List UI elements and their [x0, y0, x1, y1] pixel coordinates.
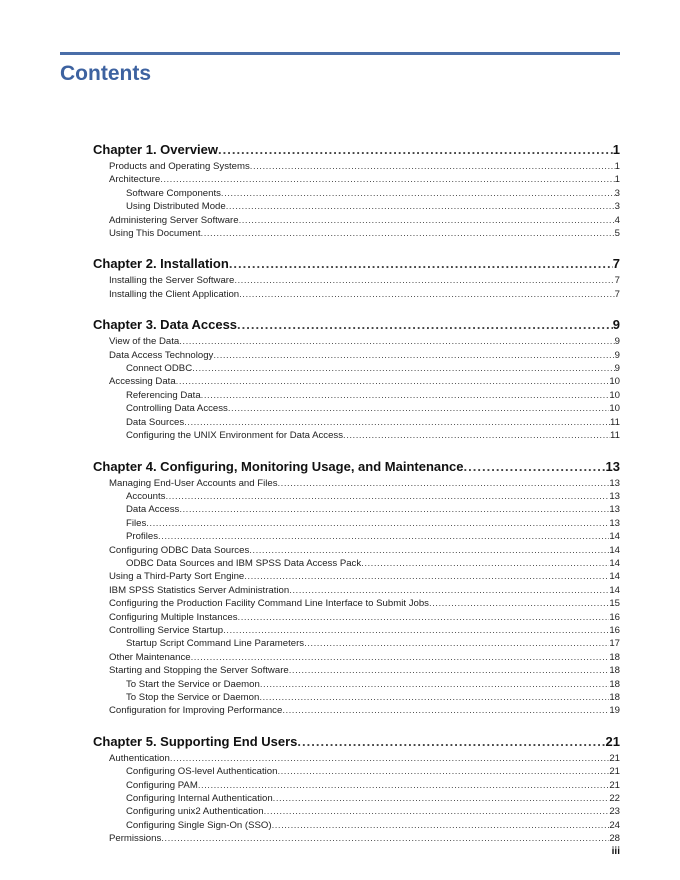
toc-entry-label: Using a Third-Party Sort Engine [109, 571, 245, 583]
toc-entry-link[interactable] [93, 624, 620, 637]
toc-entry-label: Files [126, 517, 147, 529]
toc-entry-link[interactable] [93, 691, 620, 704]
toc-entry-link[interactable] [93, 637, 620, 650]
toc-page-number: 10 [609, 403, 620, 415]
toc-entry-link[interactable] [93, 584, 620, 597]
toc-entry-label: Authentication [109, 752, 170, 764]
toc-entry-link[interactable] [93, 704, 620, 717]
toc-entry-label: Data Access [126, 504, 180, 516]
toc-entry-link[interactable] [93, 490, 620, 503]
toc-page-number: 13 [609, 517, 620, 529]
dot-leader [343, 429, 610, 442]
toc-entry-link[interactable] [93, 530, 620, 543]
toc-entry-link[interactable] [93, 187, 620, 200]
toc-entry-link[interactable] [93, 651, 620, 664]
toc-entry-link[interactable] [93, 274, 620, 287]
toc-page-number: 15 [609, 598, 620, 610]
toc-entry-link[interactable] [93, 416, 620, 429]
toc-page-number: 24 [609, 819, 620, 831]
toc-page-number: 13 [609, 477, 620, 489]
dot-leader [223, 624, 609, 637]
dot-leader [237, 315, 613, 334]
toc-page-number: 13 [605, 458, 620, 474]
toc-entry-label: Configuring PAM [126, 779, 198, 791]
toc-page-number: 14 [609, 544, 620, 556]
toc-entry-label: Configuring Internal Authentication [126, 793, 273, 805]
dot-leader [234, 274, 614, 287]
toc-entry-link[interactable] [93, 792, 620, 805]
toc-page-number: 21 [609, 779, 620, 791]
toc-entry-label: Configuring the UNIX Environment for Data Access [126, 430, 344, 442]
toc-page-number: 3 [614, 187, 620, 199]
toc-page-number: 9 [612, 317, 620, 333]
toc-page-number: 13 [609, 490, 620, 502]
dot-leader [273, 792, 610, 805]
dot-leader [249, 544, 609, 557]
toc-page-number: 18 [609, 678, 620, 690]
toc-entry-label: Configuring Single Sign-On (SSO) [126, 819, 272, 831]
dot-leader [278, 477, 610, 490]
dot-leader [184, 416, 610, 429]
toc-entry-link[interactable] [93, 389, 620, 402]
page-title: Contents [60, 62, 151, 85]
toc-entry-label: Referencing Data [126, 389, 201, 401]
toc-page-number: 18 [609, 651, 620, 663]
dot-leader [304, 637, 609, 650]
toc-entry-link[interactable] [93, 200, 620, 213]
dot-leader [226, 200, 615, 213]
toc-page-number: 22 [609, 793, 620, 805]
toc-page-number: 10 [609, 389, 620, 401]
toc-page-number: 3 [614, 201, 620, 213]
page-number: iii [611, 846, 620, 857]
dot-leader [160, 173, 614, 186]
toc-entry-label: Accounts [126, 490, 166, 502]
toc-page-number: 16 [609, 624, 620, 636]
toc-entry-label: IBM SPSS Statistics Server Administration [109, 584, 290, 596]
dot-leader [201, 389, 610, 402]
toc-entry-label: Configuring unix2 Authentication [126, 806, 264, 818]
toc-entry-link[interactable] [93, 375, 620, 388]
toc-entry-label: Data Access Technology [109, 349, 214, 361]
dot-leader [289, 664, 610, 677]
dot-leader [250, 160, 615, 173]
toc-entry-link[interactable] [93, 477, 620, 490]
dot-leader [213, 349, 614, 362]
toc-entry-label: Chapter 2. Installation [93, 256, 229, 272]
dot-leader [179, 335, 614, 348]
dot-leader [229, 254, 613, 273]
toc-page-number: 1 [612, 142, 620, 157]
dot-leader [239, 288, 615, 301]
dot-leader [264, 805, 610, 818]
toc-entry-label: Using Distributed Mode [126, 201, 226, 213]
toc-entry-label: Administering Server Software [109, 214, 239, 226]
toc-page-number: 21 [609, 752, 620, 764]
dot-leader [260, 678, 609, 691]
dot-leader [201, 227, 615, 240]
toc-entry-label: Configuring ODBC Data Sources [109, 544, 250, 556]
toc-entry-label: Permissions [109, 833, 162, 845]
toc-entry-link[interactable] [93, 173, 620, 186]
toc-entry-label: Other Maintenance [109, 651, 191, 663]
toc-entry-label: View of the Data [109, 336, 180, 348]
dot-leader [221, 187, 615, 200]
toc-entry-link[interactable] [93, 611, 620, 624]
toc-entry-label: To Start the Service or Daemon [126, 678, 260, 690]
toc-entry-label: Configuring the Production Facility Command Line Interface to Submit Jobs [109, 598, 429, 610]
dot-leader [165, 490, 609, 503]
dot-leader [192, 362, 615, 375]
toc-entry-label: To Stop the Service or Daemon [126, 692, 260, 703]
toc-page-number: 7 [614, 275, 620, 287]
toc-entry-label: Connect ODBC [126, 363, 193, 375]
toc-entry-link[interactable] [93, 805, 620, 818]
toc-entry-link[interactable] [93, 335, 620, 348]
toc-entry-link[interactable] [93, 779, 620, 792]
dot-leader [289, 584, 609, 597]
toc-entry-link[interactable] [93, 429, 620, 442]
toc-entry-link[interactable] [93, 544, 620, 557]
dot-leader [464, 457, 606, 476]
dot-leader [361, 557, 609, 570]
toc-entry-link[interactable] [93, 664, 620, 677]
toc-page-number: 13 [609, 504, 620, 516]
dot-leader [429, 597, 609, 610]
toc-entry-label: Software Components [126, 187, 221, 199]
toc-entry-label: Chapter 1. Overview [93, 142, 218, 157]
toc-entry-label: Installing the Client Application [109, 288, 240, 300]
toc-chapter-link[interactable] [93, 254, 620, 273]
dot-leader [170, 752, 610, 765]
dot-leader [179, 503, 609, 516]
toc-chapter [93, 254, 620, 301]
toc-entry-label: Using This Document [109, 228, 201, 240]
toc-chapter-link[interactable] [93, 315, 620, 334]
toc-chapter [93, 315, 620, 442]
toc-entry-label: Configuration for Improving Performance [109, 705, 283, 717]
toc-page-number: 17 [609, 638, 620, 650]
toc-entry-label: Controlling Data Access [126, 403, 228, 415]
toc-page-number: 21 [609, 766, 620, 778]
toc-page-number: 1 [614, 161, 620, 172]
toc-page-number: 14 [609, 571, 620, 583]
toc-entry-link[interactable] [93, 678, 620, 691]
toc-page-number: 11 [610, 416, 620, 428]
toc-page-number: 10 [609, 376, 620, 388]
dot-leader [244, 570, 609, 583]
toc-page-number: 28 [609, 833, 620, 845]
toc-page-number: 11 [610, 430, 620, 442]
dot-leader [198, 779, 610, 792]
toc-page-number: 14 [609, 531, 620, 543]
toc-entry-link[interactable] [93, 819, 620, 832]
toc-entry-label: Starting and Stopping the Server Software [109, 665, 289, 677]
header-rule [60, 52, 620, 55]
dot-leader [176, 375, 610, 388]
toc-entry-link[interactable] [93, 517, 620, 530]
toc-entry-label: Products and Operating Systems [109, 161, 250, 172]
toc-page-number: 14 [609, 584, 620, 596]
toc-entry-link[interactable] [93, 557, 620, 570]
dot-leader [297, 732, 605, 751]
dot-leader [218, 140, 613, 159]
toc-entry-label: Configuring Multiple Instances [109, 611, 238, 623]
toc-entry-label: Profiles [126, 531, 158, 543]
toc-entry-label: Accessing Data [109, 376, 176, 388]
toc-entry-label: Configuring OS-level Authentication [126, 766, 278, 778]
toc-entry-link[interactable] [93, 160, 620, 173]
toc-entry-link[interactable] [93, 362, 620, 375]
toc-page-number: 18 [609, 665, 620, 677]
dot-leader [259, 691, 609, 704]
toc-chapter [93, 732, 620, 846]
dot-leader [282, 704, 609, 717]
dot-leader [239, 214, 615, 227]
dot-leader [158, 530, 609, 543]
toc-entry-label: Architecture [109, 174, 161, 186]
toc-entry-label: Chapter 3. Data Access [93, 317, 238, 333]
toc-entry-link[interactable] [93, 597, 620, 610]
toc-chapter-link[interactable] [93, 732, 620, 751]
toc-page-number: 23 [609, 806, 620, 818]
toc-entry-link[interactable] [93, 402, 620, 415]
toc-entry-label: ODBC Data Sources and IBM SPSS Data Access Pack [126, 557, 362, 569]
toc-entry-label: Startup Script Command Line Parameters [126, 638, 305, 650]
toc-page-number: 21 [605, 733, 620, 749]
toc-entry-link[interactable] [93, 214, 620, 227]
toc-page-number: 9 [614, 363, 620, 375]
dot-leader [161, 832, 609, 845]
toc-entry-label: Data Sources [126, 416, 185, 428]
toc-entry-link[interactable] [93, 570, 620, 583]
dot-leader [146, 517, 609, 530]
toc-entry-label: Chapter 4. Configuring, Monitoring Usage, and Maintenance [93, 458, 464, 474]
toc-page-number: 9 [614, 349, 620, 361]
toc-chapter [93, 140, 620, 240]
toc-page-number: 5 [614, 228, 620, 240]
toc-page-number: 16 [609, 611, 620, 623]
toc-entry-link[interactable] [93, 227, 620, 240]
toc-entry-link[interactable] [93, 765, 620, 778]
toc-page-number: 7 [612, 256, 620, 272]
toc-entry-label: Installing the Server Software [109, 275, 235, 287]
toc-chapter-link[interactable] [93, 457, 620, 476]
toc-entry-label: Chapter 5. Supporting End Users [93, 733, 298, 749]
dot-leader [238, 611, 610, 624]
toc-page-number: 9 [614, 336, 620, 348]
toc-chapter [93, 457, 620, 718]
toc-entry-link[interactable] [93, 349, 620, 362]
toc-entry-link[interactable] [93, 503, 620, 516]
dot-leader [228, 402, 609, 415]
toc-entry-link[interactable] [93, 752, 620, 765]
toc-page-number: 1 [614, 174, 620, 186]
dot-leader [272, 819, 610, 832]
toc-entry-label: Managing End-User Accounts and Files [109, 477, 278, 489]
table-of-contents [93, 140, 620, 846]
toc-entry-link[interactable] [93, 288, 620, 301]
toc-page-number: 18 [609, 692, 620, 703]
dot-leader [191, 651, 610, 664]
toc-page-number: 4 [614, 214, 620, 226]
dot-leader [277, 765, 609, 778]
toc-entry-label: Controlling Service Startup [109, 624, 224, 636]
toc-page-number: 19 [609, 705, 620, 717]
toc-page-number: 7 [614, 288, 620, 300]
toc-page-number: 14 [609, 557, 620, 569]
toc-entry-link[interactable] [93, 832, 620, 845]
toc-chapter-link[interactable] [93, 140, 620, 159]
